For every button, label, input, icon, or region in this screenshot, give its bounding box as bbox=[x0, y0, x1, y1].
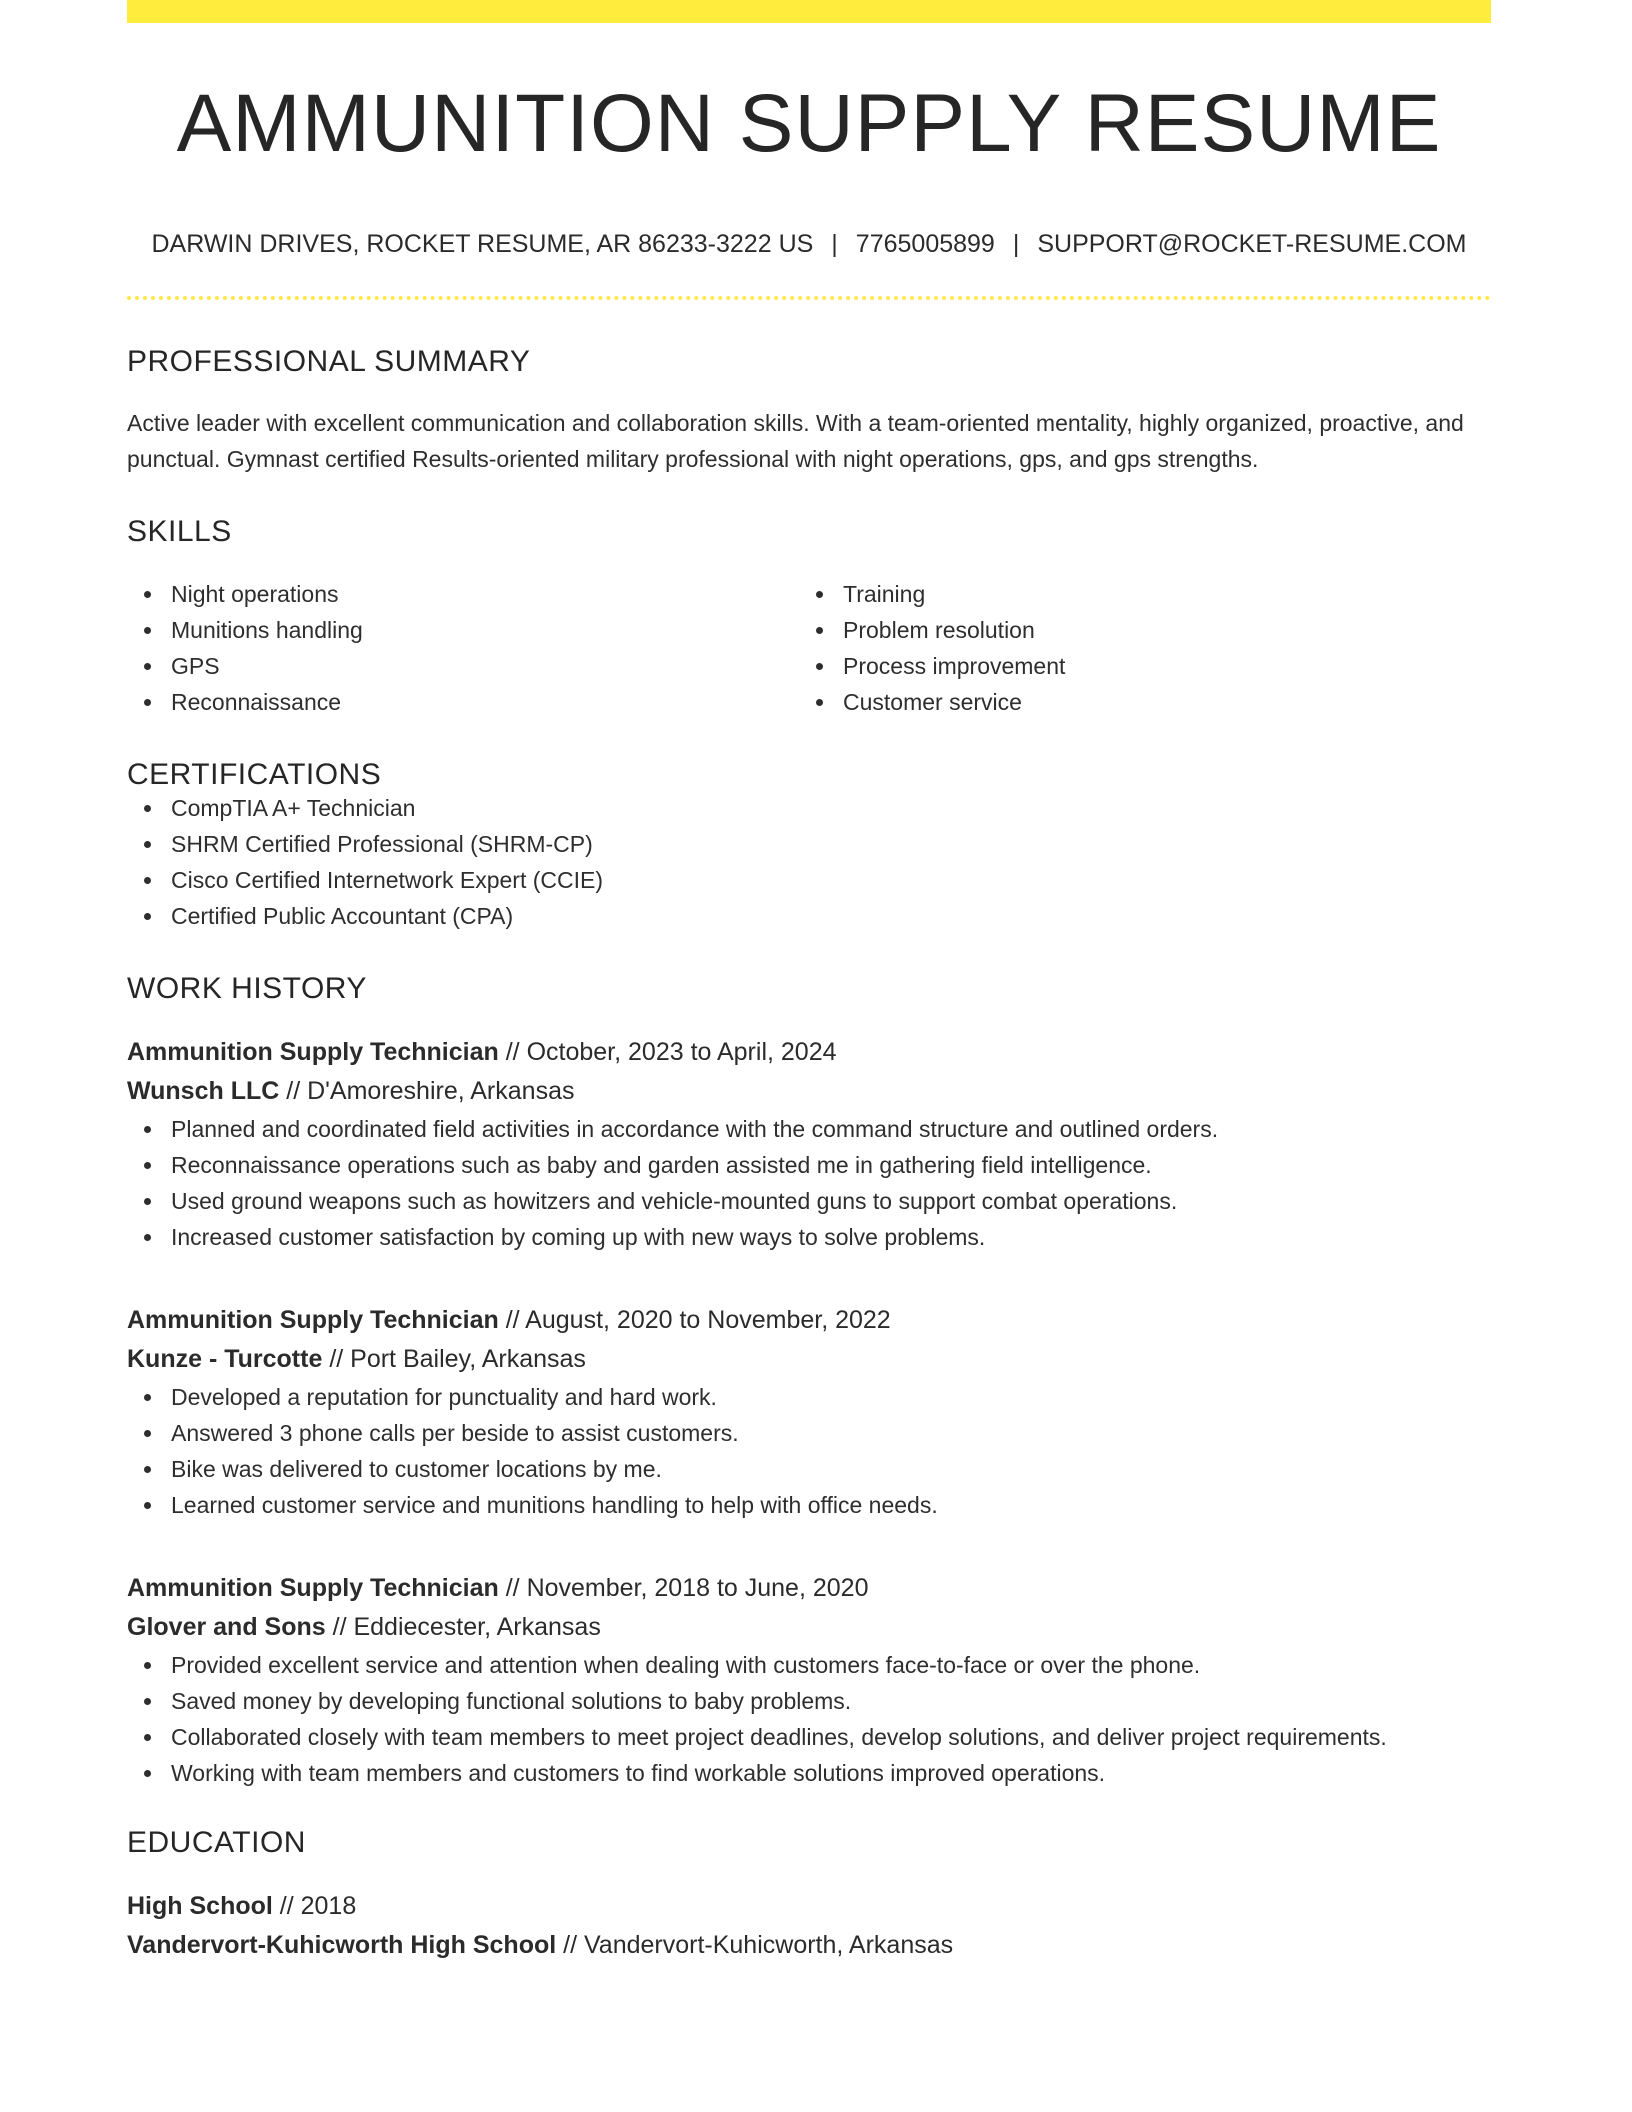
skills-list-left bbox=[127, 576, 799, 720]
education-degree: High School bbox=[127, 1892, 273, 1920]
job-duty-item bbox=[127, 1415, 1491, 1451]
job-company: Wunsch LLC bbox=[127, 1077, 280, 1105]
job-duty-item bbox=[127, 1183, 1491, 1219]
contact-email: SUPPORT@ROCKET-RESUME.COM bbox=[1037, 230, 1467, 258]
certification-item bbox=[127, 790, 1491, 826]
skill-label: Process improvement bbox=[843, 653, 1066, 679]
job-company-line bbox=[127, 1608, 1491, 1647]
certification-label: Certified Public Accountant (CPA) bbox=[171, 903, 514, 929]
job-entry bbox=[127, 1569, 1491, 1791]
job-duty-item bbox=[127, 1755, 1491, 1791]
job-duty-text: Working with team members and customers to find workable solutions improved operations. bbox=[171, 1760, 1106, 1786]
skill-item bbox=[127, 648, 799, 684]
job-role: Ammunition Supply Technician bbox=[127, 1038, 499, 1066]
job-duty-text: Answered 3 phone calls per beside to assist customers. bbox=[171, 1420, 739, 1446]
skill-item bbox=[127, 576, 799, 612]
job-duty-item bbox=[127, 1379, 1491, 1415]
bullet-icon bbox=[144, 1698, 151, 1705]
certifications-heading: CERTIFICATIONS bbox=[127, 758, 382, 791]
bullet-icon bbox=[144, 841, 151, 848]
job-title-line bbox=[127, 1033, 1491, 1072]
bullet-icon bbox=[144, 1126, 151, 1133]
bullet-icon bbox=[144, 663, 151, 670]
job-duty-item bbox=[127, 1111, 1491, 1147]
skill-item bbox=[799, 648, 1471, 684]
job-location: // D'Amoreshire, Arkansas bbox=[279, 1077, 575, 1105]
job-duty-text: Planned and coordinated field activities in accordance with the command structure and outlined orders. bbox=[171, 1116, 1219, 1142]
bullet-icon bbox=[144, 1234, 151, 1241]
contact-line bbox=[127, 232, 1491, 257]
job-company-line bbox=[127, 1340, 1491, 1379]
certifications-list bbox=[127, 790, 1491, 934]
bullet-icon bbox=[816, 699, 823, 706]
job-company-line bbox=[127, 1072, 1491, 1111]
education-year: // 2018 bbox=[272, 1892, 357, 1920]
job-duty-text: Used ground weapons such as howitzers and vehicle-mounted guns to support combat operations. bbox=[171, 1188, 1178, 1214]
skill-label: Training bbox=[843, 581, 926, 607]
job-duty-item bbox=[127, 1487, 1491, 1523]
skills-list-right bbox=[799, 576, 1471, 720]
skill-label: Customer service bbox=[843, 689, 1022, 715]
job-role: Ammunition Supply Technician bbox=[127, 1306, 499, 1334]
top-accent-bar bbox=[127, 0, 1491, 23]
contact-address: DARWIN DRIVES, ROCKET RESUME, AR 86233-3222 US bbox=[151, 230, 814, 258]
education-degree-line bbox=[127, 1887, 1491, 1926]
skill-label: GPS bbox=[171, 653, 220, 679]
bullet-icon bbox=[144, 877, 151, 884]
skills-column-right bbox=[799, 576, 1471, 720]
skill-item bbox=[799, 576, 1471, 612]
bullet-icon bbox=[816, 627, 823, 634]
job-title-line bbox=[127, 1569, 1491, 1608]
job-dates: // August, 2020 to November, 2022 bbox=[498, 1306, 891, 1334]
job-duty-item bbox=[127, 1451, 1491, 1487]
job-duty-item bbox=[127, 1683, 1491, 1719]
summary-text: Active leader with excellent communication and collaboration skills. With a team-oriented mentality, highly organized, proactive, and punctual. Gymnast certified Results-oriented military professional with night operations, gps, and gps strengths. bbox=[127, 410, 1464, 472]
bullet-icon bbox=[144, 699, 151, 706]
bullet-icon bbox=[144, 1770, 151, 1777]
bullet-icon bbox=[144, 913, 151, 920]
job-entry bbox=[127, 1033, 1491, 1255]
certification-item bbox=[127, 898, 1491, 934]
job-duty-text: Developed a reputation for punctuality and hard work. bbox=[171, 1384, 717, 1410]
education-school: Vandervort-Kuhicworth High School bbox=[127, 1931, 557, 1959]
job-duty-text: Reconnaissance operations such as baby and garden assisted me in gathering field intelligence. bbox=[171, 1152, 1152, 1178]
resume-page bbox=[127, 0, 1491, 1965]
bullet-icon bbox=[816, 591, 823, 598]
bullet-icon bbox=[144, 1430, 151, 1437]
job-company: Glover and Sons bbox=[127, 1613, 326, 1641]
certification-label: CompTIA A+ Technician bbox=[171, 795, 416, 821]
job-duty-text: Provided excellent service and attention when dealing with customers face-to-face or over the phone. bbox=[171, 1652, 1201, 1678]
job-duties-list bbox=[127, 1647, 1491, 1791]
job-duty-item bbox=[127, 1219, 1491, 1255]
job-entry bbox=[127, 1301, 1491, 1523]
job-duty-item bbox=[127, 1147, 1491, 1183]
skills-heading: SKILLS bbox=[127, 515, 232, 548]
bullet-icon bbox=[144, 1394, 151, 1401]
bullet-icon bbox=[816, 663, 823, 670]
education-school-line bbox=[127, 1926, 1491, 1965]
job-role: Ammunition Supply Technician bbox=[127, 1574, 499, 1602]
job-duty-text: Bike was delivered to customer locations by me. bbox=[171, 1456, 662, 1482]
work-history-heading: WORK HISTORY bbox=[127, 972, 367, 1005]
job-company: Kunze - Turcotte bbox=[127, 1345, 323, 1373]
bullet-icon bbox=[144, 1198, 151, 1205]
job-duty-item bbox=[127, 1647, 1491, 1683]
job-dates: // October, 2023 to April, 2024 bbox=[498, 1038, 837, 1066]
contact-separator: | bbox=[831, 230, 838, 258]
bullet-icon bbox=[144, 805, 151, 812]
contact-phone: 7765005899 bbox=[855, 230, 995, 258]
skill-label: Night operations bbox=[171, 581, 339, 607]
skill-label: Reconnaissance bbox=[171, 689, 342, 715]
job-duty-text: Learned customer service and munitions handling to help with office needs. bbox=[171, 1492, 938, 1518]
certification-item bbox=[127, 826, 1491, 862]
education-location: // Vandervort-Kuhicworth, Arkansas bbox=[556, 1931, 954, 1959]
certification-label: SHRM Certified Professional (SHRM-CP) bbox=[171, 831, 593, 857]
job-duty-item bbox=[127, 1719, 1491, 1755]
education-heading: EDUCATION bbox=[127, 1826, 306, 1859]
resume-title: AMMUNITION SUPPLY RESUME bbox=[176, 78, 1442, 169]
certification-label: Cisco Certified Internetwork Expert (CCIE) bbox=[171, 867, 604, 893]
certification-item bbox=[127, 862, 1491, 898]
skills-grid bbox=[127, 576, 1491, 720]
bullet-icon bbox=[144, 1502, 151, 1509]
job-duty-text: Increased customer satisfaction by coming up with new ways to solve problems. bbox=[171, 1224, 986, 1250]
skill-item bbox=[799, 612, 1471, 648]
skill-item bbox=[799, 684, 1471, 720]
bullet-icon bbox=[144, 627, 151, 634]
skill-item bbox=[127, 684, 799, 720]
job-dates: // November, 2018 to June, 2020 bbox=[498, 1574, 869, 1602]
skill-label: Munitions handling bbox=[171, 617, 363, 643]
skills-column-left bbox=[127, 576, 799, 720]
job-location: // Port Bailey, Arkansas bbox=[322, 1345, 586, 1373]
education-entry bbox=[127, 1887, 1491, 1965]
skill-label: Problem resolution bbox=[843, 617, 1035, 643]
job-location: // Eddiecester, Arkansas bbox=[325, 1613, 601, 1641]
bullet-icon bbox=[144, 1662, 151, 1669]
skill-item bbox=[127, 612, 799, 648]
bullet-icon bbox=[144, 1466, 151, 1473]
job-duty-text: Saved money by developing functional solutions to baby problems. bbox=[171, 1688, 852, 1714]
job-title-line bbox=[127, 1301, 1491, 1340]
bullet-icon bbox=[144, 1734, 151, 1741]
bullet-icon bbox=[144, 591, 151, 598]
summary-heading: PROFESSIONAL SUMMARY bbox=[127, 345, 531, 378]
job-duties-list bbox=[127, 1111, 1491, 1255]
bullet-icon bbox=[144, 1162, 151, 1169]
job-duties-list bbox=[127, 1379, 1491, 1523]
dotted-divider bbox=[127, 296, 1491, 300]
job-duty-text: Collaborated closely with team members to meet project deadlines, develop solutions, and deliver project requirements. bbox=[171, 1724, 1387, 1750]
contact-separator: | bbox=[1012, 230, 1020, 258]
